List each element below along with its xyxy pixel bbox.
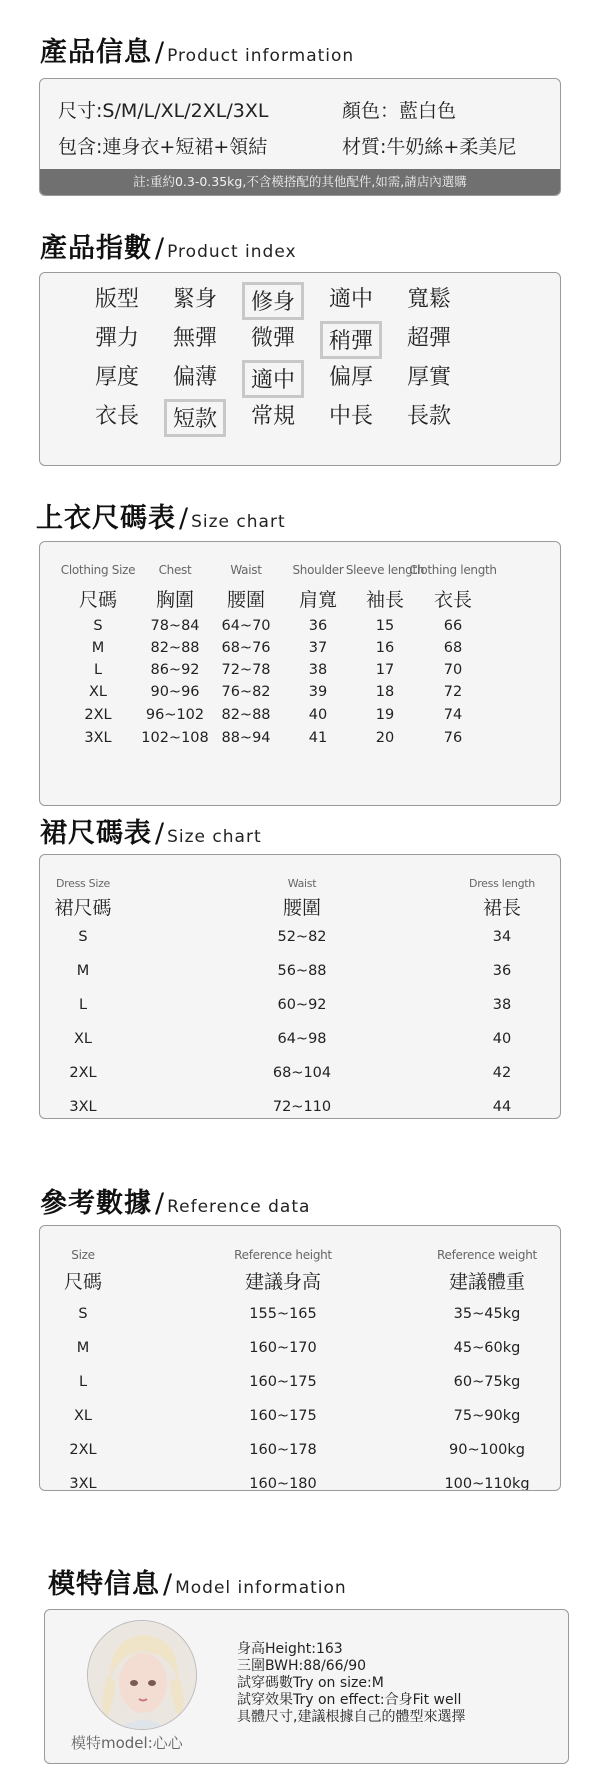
color-line: 顏色：藍白色 bbox=[342, 100, 457, 122]
title-slash: / bbox=[155, 1188, 165, 1219]
includes-line: 包含:連身衣+短裙+領結 bbox=[58, 136, 268, 158]
table-cell: XL bbox=[73, 1031, 93, 1047]
table-cell: 68~104 bbox=[272, 1065, 332, 1081]
table-cell: 160~180 bbox=[249, 1476, 317, 1491]
col-header-en: Size bbox=[71, 1248, 95, 1262]
table-cell: 20 bbox=[375, 730, 395, 746]
col-header-zh: 袖長 bbox=[365, 589, 405, 611]
model-title bbox=[48, 1562, 347, 1601]
index-option: 緊身 bbox=[172, 287, 217, 312]
product-index-panel bbox=[39, 272, 561, 466]
reference-title bbox=[40, 1181, 310, 1220]
table-cell: 72~110 bbox=[272, 1099, 332, 1115]
table-cell: 3XL bbox=[84, 730, 112, 746]
table-cell: 160~178 bbox=[249, 1442, 317, 1458]
table-cell: 36 bbox=[492, 963, 512, 979]
table-cell: 34 bbox=[492, 929, 512, 945]
table-cell: 3XL bbox=[69, 1476, 97, 1491]
index-option: 微彈 bbox=[250, 326, 295, 351]
col-header-zh: 肩寬 bbox=[298, 589, 338, 611]
index-option: 中長 bbox=[328, 404, 373, 429]
product-index-title bbox=[40, 226, 297, 265]
table-cell: 35~45kg bbox=[453, 1306, 521, 1322]
table-cell: 100~110kg bbox=[444, 1476, 530, 1491]
model-try-effect: 試穿效果Try on effect:合身Fit well bbox=[237, 1692, 462, 1708]
table-cell: 74 bbox=[443, 707, 463, 723]
model-bwh: 三圍BWH:88/66/90 bbox=[237, 1658, 367, 1674]
model-height: 身高Height:163 bbox=[237, 1641, 343, 1657]
title-slash: / bbox=[163, 1569, 173, 1600]
table-cell: 64~70 bbox=[221, 618, 271, 634]
index-row-label: 厚度 bbox=[94, 365, 139, 390]
table-cell: 36 bbox=[308, 618, 328, 634]
table-cell: 64~98 bbox=[277, 1031, 327, 1047]
table-cell: 2XL bbox=[69, 1065, 97, 1081]
col-header-en: Clothing Size bbox=[60, 563, 136, 577]
index-option: 長款 bbox=[406, 404, 451, 429]
col-header-en: Waist bbox=[287, 877, 317, 890]
index-option: 厚實 bbox=[406, 365, 451, 390]
table-cell: L bbox=[78, 1374, 88, 1390]
table-cell: 3XL bbox=[69, 1099, 97, 1115]
table-cell: 60~75kg bbox=[453, 1374, 521, 1390]
col-header-zh: 尺碼 bbox=[78, 589, 118, 611]
index-row-label: 版型 bbox=[94, 287, 139, 312]
index-option: 適中 bbox=[328, 287, 373, 312]
table-cell: 96~102 bbox=[145, 707, 205, 723]
skirt-chart-title-en: Size chart bbox=[167, 827, 262, 847]
model-title-zh: 模特信息 bbox=[48, 1569, 160, 1600]
product-info-title-en: Product information bbox=[167, 46, 355, 66]
table-cell: 40 bbox=[492, 1031, 512, 1047]
index-option: 寬鬆 bbox=[406, 287, 451, 312]
col-header-en: Dress Size bbox=[55, 877, 111, 890]
table-cell: 102~108 bbox=[141, 730, 209, 746]
col-header-zh: 裙尺碼 bbox=[54, 897, 112, 919]
table-cell: L bbox=[78, 997, 88, 1013]
model-try-size: 試穿碼數Try on size:M bbox=[237, 1675, 384, 1691]
table-cell: M bbox=[76, 963, 90, 979]
table-cell: 82~88 bbox=[150, 640, 200, 656]
table-cell: XL bbox=[88, 684, 108, 700]
table-cell: L bbox=[93, 662, 103, 678]
table-cell: 155~165 bbox=[249, 1306, 317, 1322]
index-option: 超彈 bbox=[406, 326, 451, 351]
index-option-selected: 適中 bbox=[242, 360, 304, 398]
skirt-chart-title-zh: 裙尺碼表 bbox=[40, 818, 152, 849]
table-cell: 90~100kg bbox=[449, 1442, 525, 1458]
skirt-chart-title bbox=[40, 811, 262, 850]
table-cell: 68 bbox=[443, 640, 463, 656]
table-cell: S bbox=[78, 1306, 88, 1322]
col-header-en: Waist bbox=[230, 563, 262, 577]
col-header-zh: 裙長 bbox=[482, 897, 522, 919]
model-portrait-icon bbox=[88, 1621, 197, 1730]
material-line: 材質:牛奶絲+柔美尼 bbox=[342, 136, 517, 158]
col-header-zh: 腰圍 bbox=[226, 589, 266, 611]
table-cell: 44 bbox=[492, 1099, 512, 1115]
title-slash: / bbox=[155, 233, 165, 264]
col-header-en: Clothing length bbox=[409, 563, 497, 577]
col-header-en: Dress length bbox=[469, 877, 535, 890]
table-cell: 42 bbox=[492, 1065, 512, 1081]
table-cell: 39 bbox=[308, 684, 328, 700]
table-cell: 90~96 bbox=[150, 684, 200, 700]
table-cell: M bbox=[91, 640, 105, 656]
model-photo bbox=[87, 1620, 197, 1730]
table-cell: 17 bbox=[375, 662, 395, 678]
table-cell: 66 bbox=[443, 618, 463, 634]
table-cell: 76 bbox=[443, 730, 463, 746]
table-cell: XL bbox=[73, 1408, 93, 1424]
col-header-zh: 胸圍 bbox=[155, 589, 195, 611]
product-info-title-zh: 產品信息 bbox=[40, 37, 152, 68]
col-header-en: Chest bbox=[158, 563, 192, 577]
index-row-label: 彈力 bbox=[94, 326, 139, 351]
table-cell: S bbox=[93, 618, 103, 634]
product-index-title-zh: 產品指數 bbox=[40, 233, 152, 264]
col-header-zh: 建議身高 bbox=[244, 1271, 322, 1293]
model-panel bbox=[44, 1609, 569, 1764]
top-chart-title bbox=[36, 496, 286, 535]
table-cell: 18 bbox=[375, 684, 395, 700]
table-cell: 72~78 bbox=[221, 662, 271, 678]
col-header-en: Shoulder bbox=[292, 563, 344, 577]
product-index-title-en: Product index bbox=[167, 242, 297, 262]
reference-title-en: Reference data bbox=[167, 1197, 311, 1217]
table-cell: 52~82 bbox=[277, 929, 327, 945]
table-cell: M bbox=[76, 1340, 90, 1356]
table-cell: 56~88 bbox=[277, 963, 327, 979]
table-cell: 160~170 bbox=[249, 1340, 317, 1356]
table-cell: 75~90kg bbox=[453, 1408, 521, 1424]
index-row-label: 衣長 bbox=[94, 404, 139, 429]
col-header-zh: 衣長 bbox=[433, 589, 473, 611]
table-cell: 160~175 bbox=[249, 1374, 317, 1390]
reference-title-zh: 參考數據 bbox=[40, 1188, 152, 1219]
model-advice: 具體尺寸,建議根據自己的體型來選擇 bbox=[237, 1709, 466, 1725]
col-header-en: Sleeve length bbox=[345, 563, 425, 577]
table-cell: 15 bbox=[375, 618, 395, 634]
col-header-zh: 建議體重 bbox=[448, 1271, 526, 1293]
table-cell: 37 bbox=[308, 640, 328, 656]
model-caption: 模特model:心心 bbox=[71, 1734, 183, 1752]
table-cell: 68~76 bbox=[221, 640, 271, 656]
top-chart-title-en: Size chart bbox=[191, 512, 286, 532]
model-title-en: Model information bbox=[175, 1578, 347, 1598]
table-cell: 72 bbox=[443, 684, 463, 700]
index-option: 偏薄 bbox=[172, 365, 217, 390]
table-cell: 16 bbox=[375, 640, 395, 656]
top-size-chart bbox=[39, 541, 561, 806]
index-option: 偏厚 bbox=[328, 365, 373, 390]
index-option: 無彈 bbox=[172, 326, 217, 351]
table-cell: 82~88 bbox=[221, 707, 271, 723]
table-cell: 160~175 bbox=[249, 1408, 317, 1424]
col-header-zh: 腰圍 bbox=[282, 897, 322, 919]
product-info-title bbox=[40, 30, 354, 69]
col-header-en: Reference weight bbox=[437, 1248, 537, 1262]
table-cell: 45~60kg bbox=[453, 1340, 521, 1356]
table-cell: 76~82 bbox=[221, 684, 271, 700]
title-slash: / bbox=[179, 503, 189, 534]
table-cell: S bbox=[78, 929, 88, 945]
table-cell: 19 bbox=[375, 707, 395, 723]
col-header-en: Reference height bbox=[234, 1248, 332, 1262]
top-chart-title-zh: 上衣尺碼表 bbox=[36, 503, 176, 534]
table-cell: 78~84 bbox=[150, 618, 200, 634]
table-cell: 38 bbox=[308, 662, 328, 678]
index-option-selected: 稍彈 bbox=[320, 321, 382, 359]
index-option-selected: 短款 bbox=[164, 399, 226, 437]
index-option: 常規 bbox=[250, 404, 295, 429]
product-info-panel bbox=[39, 78, 561, 196]
title-slash: / bbox=[155, 37, 165, 68]
index-option-selected: 修身 bbox=[242, 282, 304, 320]
table-cell: 88~94 bbox=[221, 730, 271, 746]
table-cell: 40 bbox=[308, 707, 328, 723]
reference-data-table bbox=[39, 1225, 561, 1491]
title-slash: / bbox=[155, 818, 165, 849]
table-cell: 86~92 bbox=[150, 662, 200, 678]
size-line: 尺寸:S/M/L/XL/2XL/3XL bbox=[58, 100, 269, 122]
table-cell: 2XL bbox=[69, 1442, 97, 1458]
table-cell: 2XL bbox=[84, 707, 112, 723]
table-cell: 41 bbox=[308, 730, 328, 746]
table-cell: 60~92 bbox=[277, 997, 327, 1013]
table-cell: 38 bbox=[492, 997, 512, 1013]
product-info-note: 註:重約0.3-0.35kg,不含模搭配的其他配件,如需,請店內選購 bbox=[40, 169, 560, 195]
skirt-size-chart bbox=[39, 854, 561, 1119]
table-cell: 70 bbox=[443, 662, 463, 678]
col-header-zh: 尺碼 bbox=[63, 1271, 103, 1293]
